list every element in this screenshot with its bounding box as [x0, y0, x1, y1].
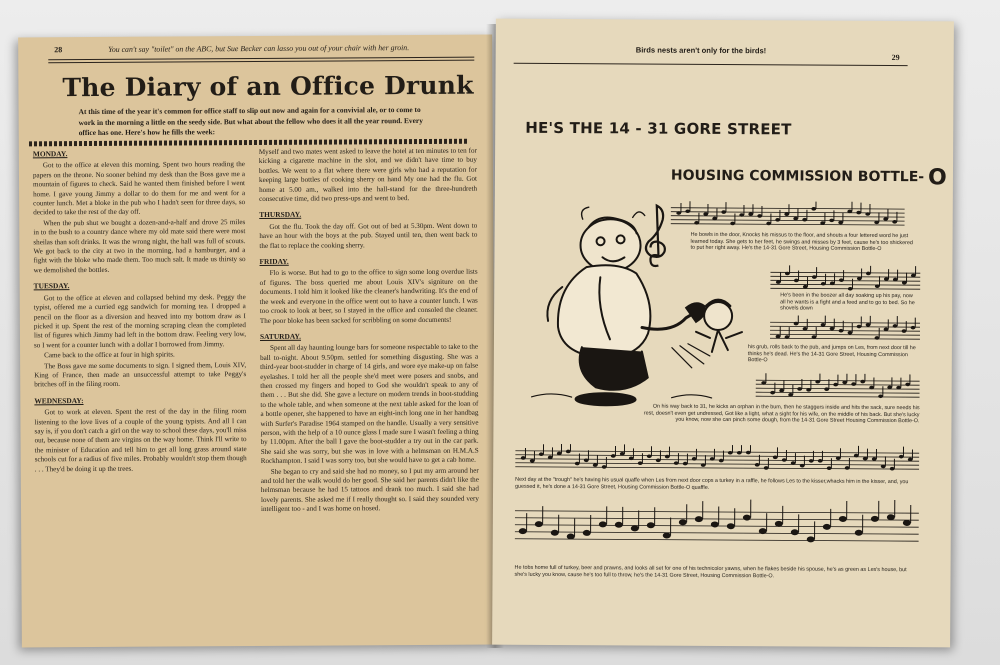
diary-paragraph: Got the flu. Took the day off. Got out of bed at 5.30pm. Went down to have an hour with the boys at the pub. Stayed until ten, then went back to the flat to replace the cooking sherry.: [259, 221, 478, 250]
music-note: [838, 221, 843, 225]
music-note: [746, 451, 751, 455]
music-staff: [515, 443, 919, 473]
music-note: [860, 380, 865, 384]
music-note: [721, 210, 726, 214]
music-note: [739, 213, 744, 217]
music-note: [848, 287, 853, 291]
music-note: [903, 520, 911, 526]
music-staff-lines: [756, 372, 920, 399]
music-note: [757, 214, 762, 218]
song-verse: He tobs home full of turkey, beer and prawns, and looks all set for one of his technicolor yawns, when he flakes beside his spouse, he's as green as Les's house, but she's lucky you know, cause he's too full to throw, he's the 14-31 Gore Street, Housing Commission Bottle-O.: [514, 564, 907, 579]
page-header-left: You can't say "toilet" on the ABC, but Sue Becker can lasso you out of your chair with her groin.: [108, 43, 410, 54]
music-note: [800, 464, 805, 468]
music-note: [647, 454, 652, 458]
music-note: [602, 465, 607, 469]
divider: [29, 139, 469, 147]
song-subtitle: [671, 164, 947, 191]
music-staff: [770, 264, 920, 291]
music-note: [902, 329, 907, 333]
music-note: [629, 456, 634, 460]
music-note: [692, 457, 697, 461]
music-note: [615, 522, 623, 528]
music-note: [818, 459, 823, 463]
music-note: [854, 454, 859, 458]
header-rule: [514, 63, 908, 66]
music-note: [839, 278, 844, 282]
music-note: [519, 528, 527, 534]
music-note: [845, 466, 850, 470]
music-note: [764, 466, 769, 470]
music-note: [703, 212, 708, 216]
music-note: [530, 459, 535, 463]
music-note: [869, 386, 874, 390]
music-note: [839, 516, 847, 522]
music-note: [776, 280, 781, 284]
music-note: [890, 467, 895, 471]
music-staff: [671, 200, 905, 229]
music-note: [766, 222, 771, 226]
music-note: [712, 217, 717, 221]
music-note: [884, 328, 889, 332]
music-staff-lines: [515, 443, 919, 473]
music-note: [830, 282, 835, 286]
music-staff: [515, 497, 919, 559]
music-note: [812, 335, 817, 339]
music-note: [911, 274, 916, 278]
music-note: [737, 451, 742, 455]
music-note: [727, 523, 735, 529]
music-note: [785, 272, 790, 276]
music-note: [872, 457, 877, 461]
music-note: [848, 331, 853, 335]
article-intro: At this time of the year it's common for office staff to slip out now and again for a convivial ale, or to come to work in the morning a little on the seedy side. But what about the fellow who does it all the year round. Every office has one. Here's how he fills the week:: [78, 104, 423, 138]
diary-paragraph: Myself and two mates went asked to leave the hotel at ten minutes to ten for kicking a cigarette machine in the slot, and we didn't have time to buy bottles. We went to a flat where there were girls who had a reputation for keeping large bottles of cooking sherry on hand My one had the flu. Got home at 5.00 am., walked into the hall-stand for the three-hundreth consecutive time, did two press-ups and went to bed.: [258, 146, 478, 204]
music-note: [902, 281, 907, 285]
music-note: [776, 335, 781, 339]
music-note: [866, 323, 871, 327]
music-note: [811, 207, 816, 211]
music-staff: [756, 372, 920, 399]
music-note: [829, 219, 834, 223]
column-2: [259, 147, 479, 516]
diary-paragraph: Flo is worse. But had to go to the office to sign some long overdue lists of figures. The boss queried me about Louis XIV's signiture on the documents. I told him it looked like the cleaner's handwriting. It's the end of the week and everyone in the office went out to have a counter lunch. I was too crook to look at beer, so I stayed in the office and consoled the cleaner. The poor bloke has been sacked for scribbling on some documents!: [259, 268, 478, 325]
music-note: [887, 514, 895, 520]
music-note: [842, 381, 847, 385]
song-verse: He's been in the boozer all day soaking up his pay, now all he wants is a fight and a feed and to go to bed. So he shovels down: [780, 292, 915, 312]
music-note: [599, 521, 607, 527]
music-note: [797, 387, 802, 391]
music-note: [719, 459, 724, 463]
music-note: [809, 459, 814, 463]
song-verse: Next day at the "trough" he's having his usual quaffe when Les from next door cops a turkey in a raffle, he follows Les to the kisser,whacks him in the kisser, and, you guessed it, he's done a 14-31 Gore Street, Housing Commission Bottle-O quaffle.: [515, 476, 909, 491]
music-note: [557, 452, 562, 456]
music-note: [892, 220, 897, 224]
music-note: [866, 272, 871, 276]
music-staff: [770, 314, 920, 341]
music-note: [788, 393, 793, 397]
diary-paragraph: Got to work at eleven. Spent the rest of the day in the filing room listening to the love lives of a couple of the young typists. And all I can say is, if you don't catch a girl on the way to school these days, you'll miss out, because none of them are virgins on the way home. Think I'll write to the minister of Education and tell him to get all long grass around state schools cut for a radius of five miles. Probably wouldn't stop them though . . . They'd be doing it up the trees.: [34, 407, 247, 473]
music-note: [911, 326, 916, 330]
diary-paragraph: She began to cry and said she had no money, so I put my arm around her and told her the walk would do her good. She said her parents didn't like the helmsman because he had 15 tattoos and drank too much. I said she had lovely parents. She asked me if I really thought so. I said they sounded very intelligent too - and I was home on hosed.: [260, 466, 479, 514]
music-note: [878, 394, 883, 398]
music-note: [875, 336, 880, 340]
music-note: [865, 212, 870, 216]
music-note: [833, 383, 838, 387]
page-number-right: 29: [891, 53, 900, 63]
music-note: [887, 386, 892, 390]
music-note: [620, 452, 625, 456]
music-note: [775, 218, 780, 222]
music-note: [806, 388, 811, 392]
music-note: [665, 455, 670, 459]
diary-paragraph: Got to the office at eleven this morning. Spent two hours reading the papers on the throne. No sooner behind my desk than the Boss gave me a mountain of figures to check. Said he wanted them finished before I went home. I gave young Jimmy a dollar to do them for me and went for a counter lunch. Met a bloke in the pub who I hadn't seen for three days, so decided to take the rest of the day off.: [32, 160, 246, 217]
music-note: [730, 222, 735, 226]
right-page: [492, 19, 954, 648]
music-note: [551, 530, 559, 536]
music-note: [728, 451, 733, 455]
music-note: [679, 519, 687, 525]
music-note: [875, 284, 880, 288]
music-note: [710, 457, 715, 461]
music-note: [899, 455, 904, 459]
song-verse: his grub, rolls back to the pub, and jumps on Les, from next door till he thinks he's dead. He's the 14-31 Gore Street, Housing Commission Bottle-O: [747, 344, 916, 364]
music-note: [694, 221, 699, 225]
music-note: [683, 462, 688, 466]
music-note: [802, 218, 807, 222]
music-note: [871, 516, 879, 522]
music-note: [839, 329, 844, 333]
diary-paragraph: The Boss gave me some documents to sign. I signed them, Louis XIV, King of France, then made an unsuccessful attempt to take Peggy's britches off in the filing room.: [34, 360, 247, 389]
music-note: [631, 525, 639, 531]
music-note: [539, 452, 544, 456]
day-heading: MONDAY.: [32, 149, 68, 159]
music-note: [656, 458, 661, 462]
diary-paragraph: Got to the office at eleven and collapsed behind my desk. Peggy the typist, offered me a curried egg sandwich for morning tea. I dropped a pencil on the floor as a diversion and heaved into my bottom draw as I picked it up. Spent the rest of the morning scraping clean the completed list of figures which Jimmy had left in the bottom draw. Feeling very low, so I went for a counter lunch with a dollar I borrowed from Jimmy.: [33, 292, 246, 350]
song-verse: On his way back to 31, he kicks an orphan in the bum, then he staggers inside and hits the sack, sure needs his rest, doesn't even get undressed, Got like a light, what a sight for his wife, on the middle of his back. But she's lucky you know, now she can pinch some dough, from the 14-31 Gore Street Housing Commission Bottle-O.: [643, 403, 920, 425]
music-note: [815, 380, 820, 384]
music-note: [566, 450, 571, 454]
header-rule-thin: [48, 60, 474, 64]
music-note: [647, 522, 655, 528]
music-note: [836, 456, 841, 460]
music-note: [794, 279, 799, 283]
music-note: [535, 521, 543, 527]
day-heading: WEDNESDAY:: [34, 395, 84, 406]
music-note: [884, 277, 889, 281]
page-header-right: Birds nests aren't only for the birds!: [635, 45, 767, 56]
music-note: [856, 211, 861, 215]
music-note: [896, 386, 901, 390]
music-note: [567, 534, 575, 540]
music-note: [784, 212, 789, 216]
music-note: [748, 212, 753, 216]
music-note: [743, 515, 751, 521]
song-verse: He bowls in the door, Knocks his missus to the floor, and shouts a four lettered word he just learned today. She gets to her feet, he swings and misses by 3 feet, cause he's too shickered to put her right away. He's the 14-31 Gore Street, Housing Commission Bottle-O: [690, 231, 913, 253]
music-note: [823, 524, 831, 530]
treble-clef-icon: [644, 200, 668, 270]
music-note: [685, 209, 690, 213]
page-number-left: 28: [54, 45, 63, 55]
music-note: [755, 463, 760, 467]
music-note: [575, 462, 580, 466]
music-note: [548, 456, 553, 460]
diary-paragraph: When the pub shut we bought a dozen-and-a-half and drove 25 miles in to the bush to a country dance where my old mate said there were most sheilas than soft drinks. It was the wrong night, the hall was full of scouts. We got back to the city at two in the morning, had a hamburger, and a fight with the bloke who made them. Too much salt. It made us thirsty so we demolished the bottles.: [33, 217, 246, 275]
music-staff-lines: [770, 264, 920, 291]
music-note: [521, 456, 526, 460]
music-note: [874, 221, 879, 225]
music-note: [803, 327, 808, 331]
song-title: HE'S THE 14 - 31 GORE STREET: [525, 118, 792, 139]
music-note: [821, 323, 826, 327]
song-subtitle-o: O: [928, 165, 947, 191]
diary-paragraph: Came back to the office at four in high spirits.: [44, 350, 175, 360]
article-title: The Diary of an Office Drunk: [62, 70, 474, 103]
music-note: [593, 463, 598, 467]
music-note: [791, 529, 799, 535]
music-note: [695, 516, 703, 522]
music-note: [893, 278, 898, 282]
music-note: [785, 335, 790, 339]
music-note: [775, 521, 783, 527]
day-heading: TUESDAY.: [33, 281, 70, 291]
day-heading: THURSDAY.: [259, 210, 302, 220]
music-note: [807, 536, 815, 542]
music-note: [711, 521, 719, 527]
music-note: [893, 324, 898, 328]
music-note: [761, 381, 766, 385]
music-note: [701, 463, 706, 467]
column-1: [33, 148, 247, 475]
music-note: [905, 383, 910, 387]
music-note: [583, 530, 591, 536]
music-note: [824, 387, 829, 391]
music-note: [779, 389, 784, 393]
music-note: [857, 325, 862, 329]
music-note: [851, 382, 856, 386]
music-note: [611, 454, 616, 458]
diary-paragraph: Spent all day haunting lounge bars for someone respectable to take to the ball to-night. About 9.50pm. settled for something disgusting. She was a third-year boot-studder in charge of 14 girls, and wore eye make-up on false eyelashes. I told her all the people she'd meet were posers and snobs, and then crossed my fingers and hoped to God she wouldn't speak to any of them . . . But she did. She gave a lecture on modern trends in boot-studding to the whole table, and when someone at the next table asked for the loan of a bottle opener, she happened to have an eight-inch long one in her handbag with Surfer's Paradise 1964 stamped on the handle. Usually a very sensitive person, with the help of a 10 ounce glass I made sure I wasn't feeling a thing by 11.00pm. After the ball I gave the boot-studder a try out in the car park. She said she was sorry, but she was in love with a helmsman on H.M.A.S Rockhampton. I said I was sorry too, but she would have to get a cab home.: [260, 342, 479, 466]
music-note: [830, 327, 835, 331]
music-note: [584, 458, 589, 462]
music-staff-lines: [515, 497, 919, 559]
music-note: [883, 217, 888, 221]
music-note: [812, 275, 817, 279]
music-note: [759, 528, 767, 534]
music-staff-lines: [671, 200, 905, 229]
song-subtitle-text: HOUSING COMMISSION BOTTLE-: [670, 167, 925, 186]
music-note: [770, 391, 775, 395]
music-note: [881, 465, 886, 469]
music-note: [773, 456, 778, 460]
music-note: [794, 322, 799, 326]
music-note: [638, 461, 643, 465]
music-note: [821, 282, 826, 286]
music-note: [855, 530, 863, 536]
music-note: [847, 210, 852, 214]
music-note: [663, 533, 671, 539]
left-page: [18, 35, 496, 648]
music-note: [782, 458, 787, 462]
music-note: [803, 285, 808, 289]
music-note: [791, 461, 796, 465]
music-note: [857, 277, 862, 281]
music-note: [793, 217, 798, 221]
music-note: [674, 461, 679, 465]
day-heading: FRIDAY.: [259, 256, 289, 267]
music-note: [827, 466, 832, 470]
music-staff-lines: [770, 314, 920, 341]
music-note: [676, 211, 681, 215]
music-note: [863, 457, 868, 461]
music-note: [820, 221, 825, 225]
day-heading: SATURDAY.: [259, 331, 302, 341]
music-note: [908, 458, 913, 462]
